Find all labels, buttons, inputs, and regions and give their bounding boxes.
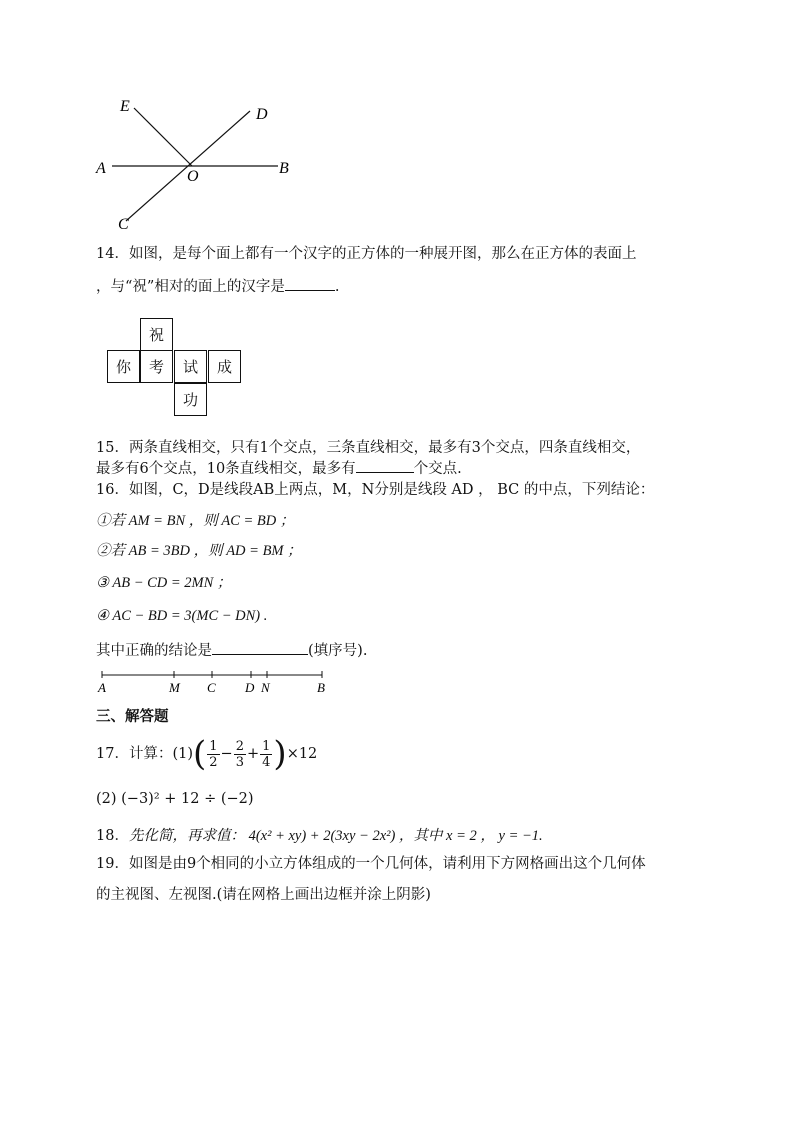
seg-label-D: D xyxy=(245,680,255,695)
q14-text-2: ，与“祝”相对的面上的汉字是 xyxy=(96,279,285,295)
seg-label-M: M xyxy=(169,680,180,695)
q18-text: 先化简，再求值： 4(x² + xy) + 2(3xy − 2x²) ，其中 x = 2 ， y = −1. xyxy=(128,828,543,844)
q17-frac-1-num: 1 xyxy=(209,738,218,754)
net-cell-3: 试 xyxy=(174,350,207,383)
q17-close-paren: ) xyxy=(273,734,287,774)
q17-frac-1 xyxy=(207,739,219,770)
q16-stem: 如图，C，D是线段AB上两点，M，N分别是线段 AD ， BC 的中点，下列结论： xyxy=(128,482,655,498)
seg-label-A: A xyxy=(98,680,106,695)
intersecting-lines-figure xyxy=(90,95,300,235)
q16-conclusion-1: ①若 AM = BN ，则 AC = BD ； xyxy=(96,513,295,529)
seg-label-C: C xyxy=(207,680,216,695)
q15-text-1: 两条直线相交，只有1个交点，三条直线相交，最多有3个交点，四条直线相交， xyxy=(128,440,641,456)
q14-line2 xyxy=(96,276,339,298)
q14-answer-blank[interactable] xyxy=(285,276,335,291)
q17-frac-3 xyxy=(260,739,272,770)
q16-answer-end: (填序号). xyxy=(308,643,368,659)
label-C: C xyxy=(118,216,129,233)
q16-stem-line xyxy=(96,479,654,501)
q17-tail: ×12 xyxy=(286,746,318,762)
q17-open-paren: ( xyxy=(193,734,207,774)
q16-answer-text: 其中正确的结论是 xyxy=(96,643,212,659)
q15-number: 15． xyxy=(96,440,129,456)
net-cell-1: 你 xyxy=(107,350,140,383)
q16-answer-blank[interactable] xyxy=(212,640,308,655)
net-cell-bottom: 功 xyxy=(174,383,207,416)
q18-line xyxy=(96,825,543,847)
seg-label-B: B xyxy=(317,680,325,695)
q14-text-1: 如图，是每个面上都有一个汉字的正方体的一种展开图，那么在正方体的表面上 xyxy=(128,246,637,262)
q17-frac-3-num: 1 xyxy=(262,738,271,754)
label-D: D xyxy=(256,106,268,123)
label-B: B xyxy=(279,160,289,177)
q15-text-2: 最多有6个交点，10条直线相交，最多有 xyxy=(96,461,356,477)
q16-conclusion-2: ②若 AB = 3BD ，则 AD = BM ； xyxy=(96,543,302,559)
q17-line1 xyxy=(96,733,317,775)
q17-number: 17． xyxy=(96,746,129,762)
net-cell-4: 成 xyxy=(208,350,241,383)
q19-text-1: 如图是由9个相同的小立方体组成的一个几何体，请利用下方网格画出这个几何体 xyxy=(128,856,646,872)
q19-line1 xyxy=(96,853,646,875)
section-3-title: 三、解答题 xyxy=(96,709,169,725)
segment-figure xyxy=(94,668,334,696)
q15-answer-blank[interactable] xyxy=(356,458,414,473)
q17-part2: (2) (−3)² + 12 ÷ (−2) xyxy=(96,791,254,807)
q14-text-2-end: . xyxy=(334,279,340,295)
net-cell-2: 考 xyxy=(140,350,173,383)
q17-op-2: + xyxy=(246,746,260,762)
q17-frac-2-den: 3 xyxy=(235,754,244,770)
q16-answer-line xyxy=(96,640,367,662)
q17-frac-3-den: 4 xyxy=(262,754,271,770)
net-cell-top: 祝 xyxy=(140,318,173,351)
q17-frac-2 xyxy=(234,739,246,770)
q15-line1 xyxy=(96,437,640,459)
q17-frac-1-den: 2 xyxy=(209,754,218,770)
q15-line2 xyxy=(96,458,462,480)
q17-lead: 计算：(1) xyxy=(128,746,193,762)
ray-OE xyxy=(134,108,192,166)
q14-line1 xyxy=(96,243,636,265)
label-A: A xyxy=(96,160,106,177)
q16-conclusion-3: ③ AB − CD = 2MN ； xyxy=(96,575,232,591)
seg-label-N: N xyxy=(261,680,270,695)
q19-number: 19． xyxy=(96,856,129,872)
q16-conclusion-4: ④ AC − BD = 3(MC − DN) . xyxy=(96,608,268,624)
label-O: O xyxy=(187,168,199,185)
q17-frac-2-num: 2 xyxy=(235,738,244,754)
q15-text-2-end: 个交点. xyxy=(413,461,462,477)
q17-op-1: − xyxy=(220,746,233,762)
q19-line2: 的主视图、左视图.(请在网格上画出边框并涂上阴影) xyxy=(96,887,431,903)
label-E: E xyxy=(120,98,130,115)
q14-number: 14． xyxy=(96,246,129,262)
q16-number: 16． xyxy=(96,482,129,498)
q18-number: 18． xyxy=(96,828,129,844)
